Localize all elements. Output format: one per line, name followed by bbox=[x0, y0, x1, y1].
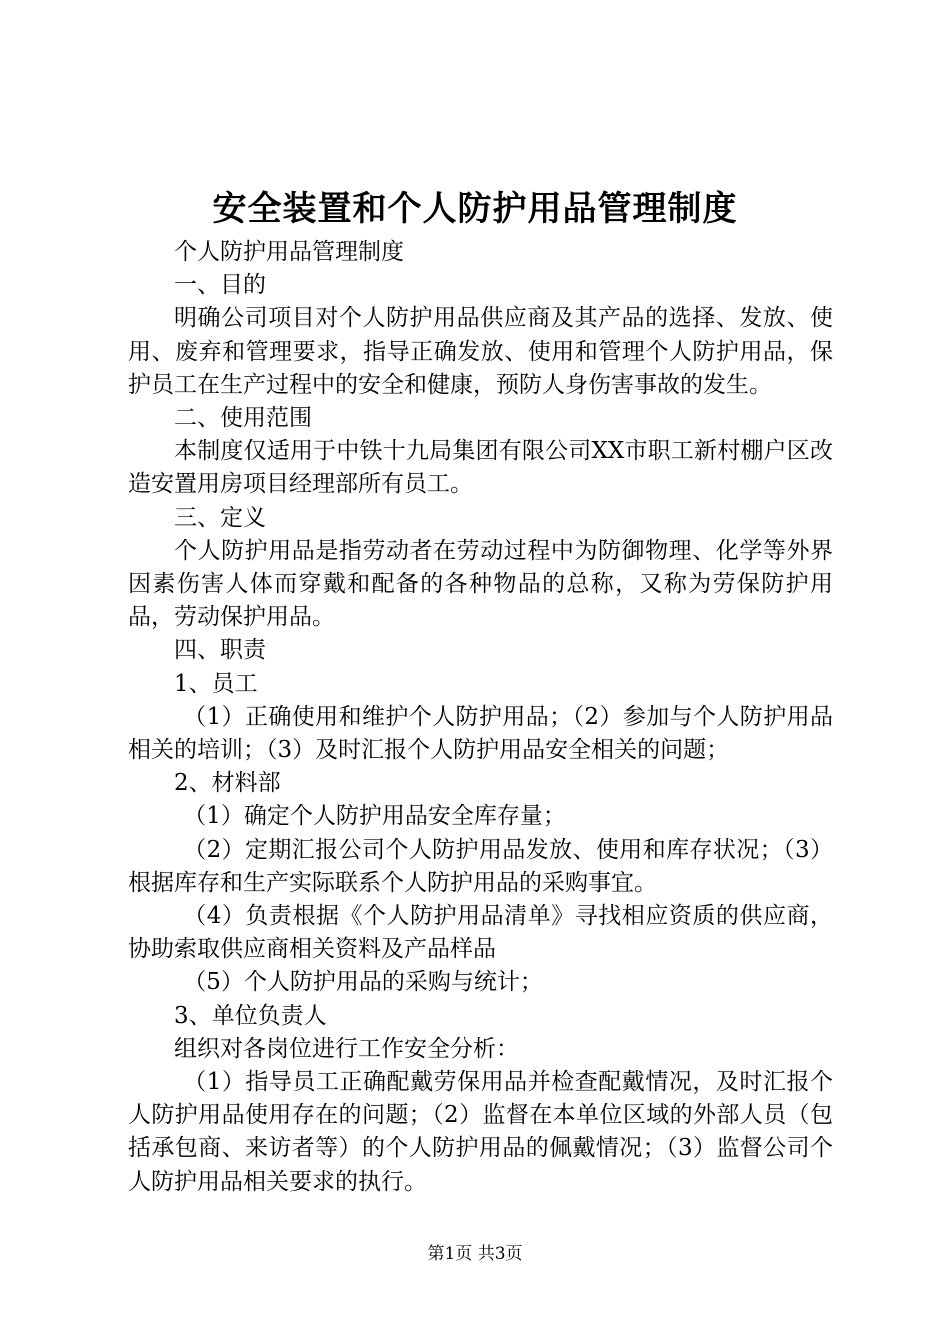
materials-duty-1: （1）确定个人防护用品安全库存量； bbox=[183, 803, 566, 830]
page-number-footer: 第1页 共3页 bbox=[427, 1244, 523, 1264]
materials-duty-2-3: （2）定期汇报公司个人防护用品发放、使用和库存状况；（3）根据库存和生产实际联系个人防护用品的采购事宜。 bbox=[128, 836, 833, 896]
section-heading-purpose: 一、目的 bbox=[174, 272, 266, 299]
unit-head-intro: 组织对各岗位进行工作安全分析： bbox=[174, 1035, 519, 1062]
employee-duties-paragraph: （1）正确使用和维护个人防护用品；（2）参加与个人防护用品相关的培训；（3）及时汇报个人防护用品安全相关的问题； bbox=[128, 703, 833, 764]
purpose-paragraph: 明确公司项目对个人防护用品供应商及其产品的选择、发放、使用、废弃和管理要求，指导正确发放、使用和管理个人防护用品，保护员工在生产过程中的安全和健康，预防人身伤害事故的发生。 bbox=[128, 305, 833, 398]
subtitle-paragraph: 个人防护用品管理制度 bbox=[174, 239, 404, 265]
materials-duty-4: （4）负责根据《个人防护用品清单》寻找相应资质的供应商，协助索取供应商相关资料及产品样品 bbox=[128, 903, 833, 963]
materials-duty-5: （5）个人防护用品的采购与统计； bbox=[183, 969, 543, 996]
document-body bbox=[128, 236, 833, 1199]
scope-paragraph: 本制度仅适用于中铁十九局集团有限公司XX市职工新村棚户区改造安置用房项目经理部所有员工。 bbox=[128, 438, 833, 498]
subheading-employees: 1、员工 bbox=[174, 670, 258, 697]
section-heading-scope: 二、使用范围 bbox=[174, 405, 312, 432]
subheading-materials-dept: 2、材料部 bbox=[174, 770, 281, 797]
section-heading-duties: 四、职责 bbox=[174, 637, 266, 664]
subheading-unit-head: 3、单位负责人 bbox=[174, 1002, 327, 1029]
document-title: 安全装置和个人防护用品管理制度 bbox=[212, 189, 738, 229]
unit-head-duties-paragraph: （1）指导员工正确配戴劳保用品并检查配戴情况，及时汇报个人防护用品使用存在的问题；（2）监督在本单位区域的外部人员（包括承包商、来访者等）的个人防护用品的佩戴情况；（3）监督公司个人防护用品相关要求的执行。 bbox=[128, 1069, 833, 1195]
definition-paragraph: 个人防护用品是指劳动者在劳动过程中为防御物理、化学等外界因素伤害人体而穿戴和配备的各种物品的总称，又称为劳保防护用品，劳动保护用品。 bbox=[128, 537, 833, 631]
section-heading-definition: 三、定义 bbox=[174, 504, 266, 531]
